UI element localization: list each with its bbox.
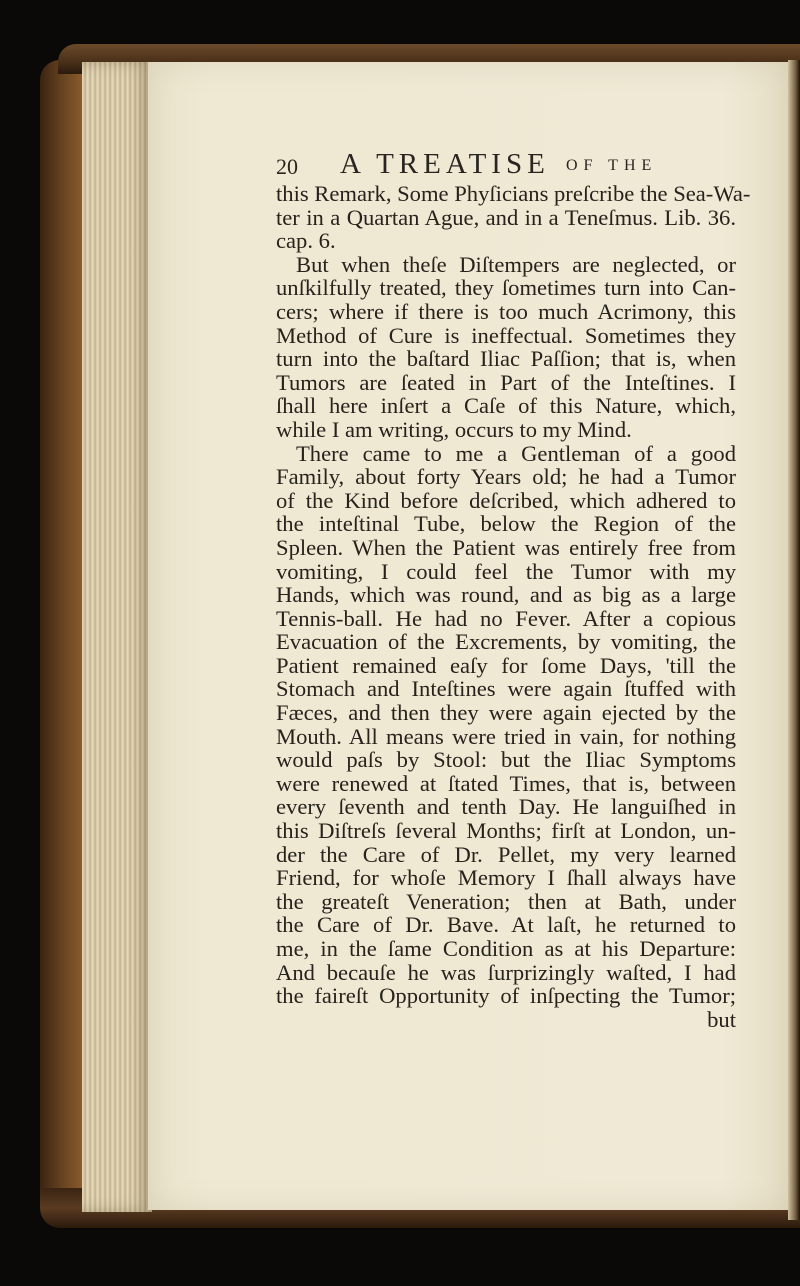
body-text bbox=[276, 181, 751, 1032]
text-line: turn into the baſtard Iliac Paſſion; that is, when bbox=[276, 346, 736, 372]
text-line: Tumors are ſeated in Part of the Inteſtines. I bbox=[276, 369, 736, 395]
text-line: every ſeventh and tenth Day. He languiſhed in bbox=[276, 794, 736, 820]
text-line: And becauſe he was ſurprizingly waſted, I had bbox=[276, 959, 736, 985]
text-line: Method of Cure is ineffectual. Sometimes they bbox=[276, 322, 736, 348]
text-line: Spleen. When the Patient was entirely free from bbox=[276, 534, 736, 560]
text-line: the Care of Dr. Bave. At laſt, he returned to bbox=[276, 912, 736, 938]
text-line: would paſs by Stool: but the Iliac Symptoms bbox=[276, 747, 736, 773]
text-line: der the Care of Dr. Pellet, my very learned bbox=[276, 841, 736, 867]
text-line: of the Kind before deſcribed, which adhered to bbox=[276, 487, 736, 513]
text-line: the greateſt Veneration; then at Bath, under bbox=[276, 888, 736, 914]
text-line: this Remark, Some Phyſicians preſcribe the Sea-Wa- bbox=[276, 181, 751, 206]
text-line: Patient remained eaſy for ſome Days, 'till the bbox=[276, 652, 736, 678]
text-line: unſkilfully treated, they ſometimes turn into Can- bbox=[276, 275, 736, 301]
text-line: Family, about forty Years old; he had a Tumor bbox=[276, 464, 736, 490]
text-line: me, in the ſame Condition as at his Departure: bbox=[276, 936, 736, 961]
text-line: the inteſtinal Tube, below the Region of the bbox=[276, 511, 736, 537]
text-line: cers; where if there is too much Acrimony, this bbox=[276, 298, 736, 324]
text-line: Tennis-ball. He had no Fever. After a copious bbox=[276, 605, 736, 631]
running-head-subtitle: OF THE bbox=[566, 157, 658, 174]
text-line: Mouth. All means were tried in vain, for nothing bbox=[276, 723, 736, 749]
text-line: cap. 6. bbox=[276, 228, 336, 254]
text-line: while I am writing, occurs to my Mind. bbox=[276, 416, 632, 442]
text-line: Fæces, and then they were again ejected by the bbox=[276, 700, 736, 726]
text-line: Evacuation of the Excrements, by vomiting, the bbox=[276, 629, 736, 655]
page-gutter bbox=[82, 62, 152, 1212]
text-line: Stomach and Inteſtines were again ſtuffed with bbox=[276, 676, 736, 702]
text-line: There came to me a Gentleman of a good bbox=[296, 440, 736, 466]
page-edge-right bbox=[788, 60, 800, 1220]
catchword: but bbox=[707, 1006, 736, 1032]
text-line: vomiting, I could feel the Tumor with my bbox=[276, 558, 736, 584]
text-line: were renewed at ſtated Times, that is, between bbox=[276, 770, 736, 796]
text-line: Friend, for whoſe Memory I ſhall always have bbox=[276, 865, 736, 891]
running-head-title: A TREATISE bbox=[340, 148, 550, 180]
text-line: But when theſe Diſtempers are neglected, or bbox=[296, 251, 736, 277]
text-line: the faireſt Opportunity of inſpecting the Tumor; bbox=[276, 983, 736, 1009]
page-number: 20 bbox=[276, 154, 298, 179]
text-line: ſhall here inſert a Caſe of this Nature, which, bbox=[276, 393, 736, 419]
text-line: ter in a Quartan Ague, and in a Teneſmus. Lib. 36. bbox=[276, 204, 736, 230]
text-line: this Diſtreſs ſeveral Months; firſt at London, un- bbox=[276, 818, 736, 844]
text-line: Hands, which was round, and as big as a large bbox=[276, 582, 736, 608]
